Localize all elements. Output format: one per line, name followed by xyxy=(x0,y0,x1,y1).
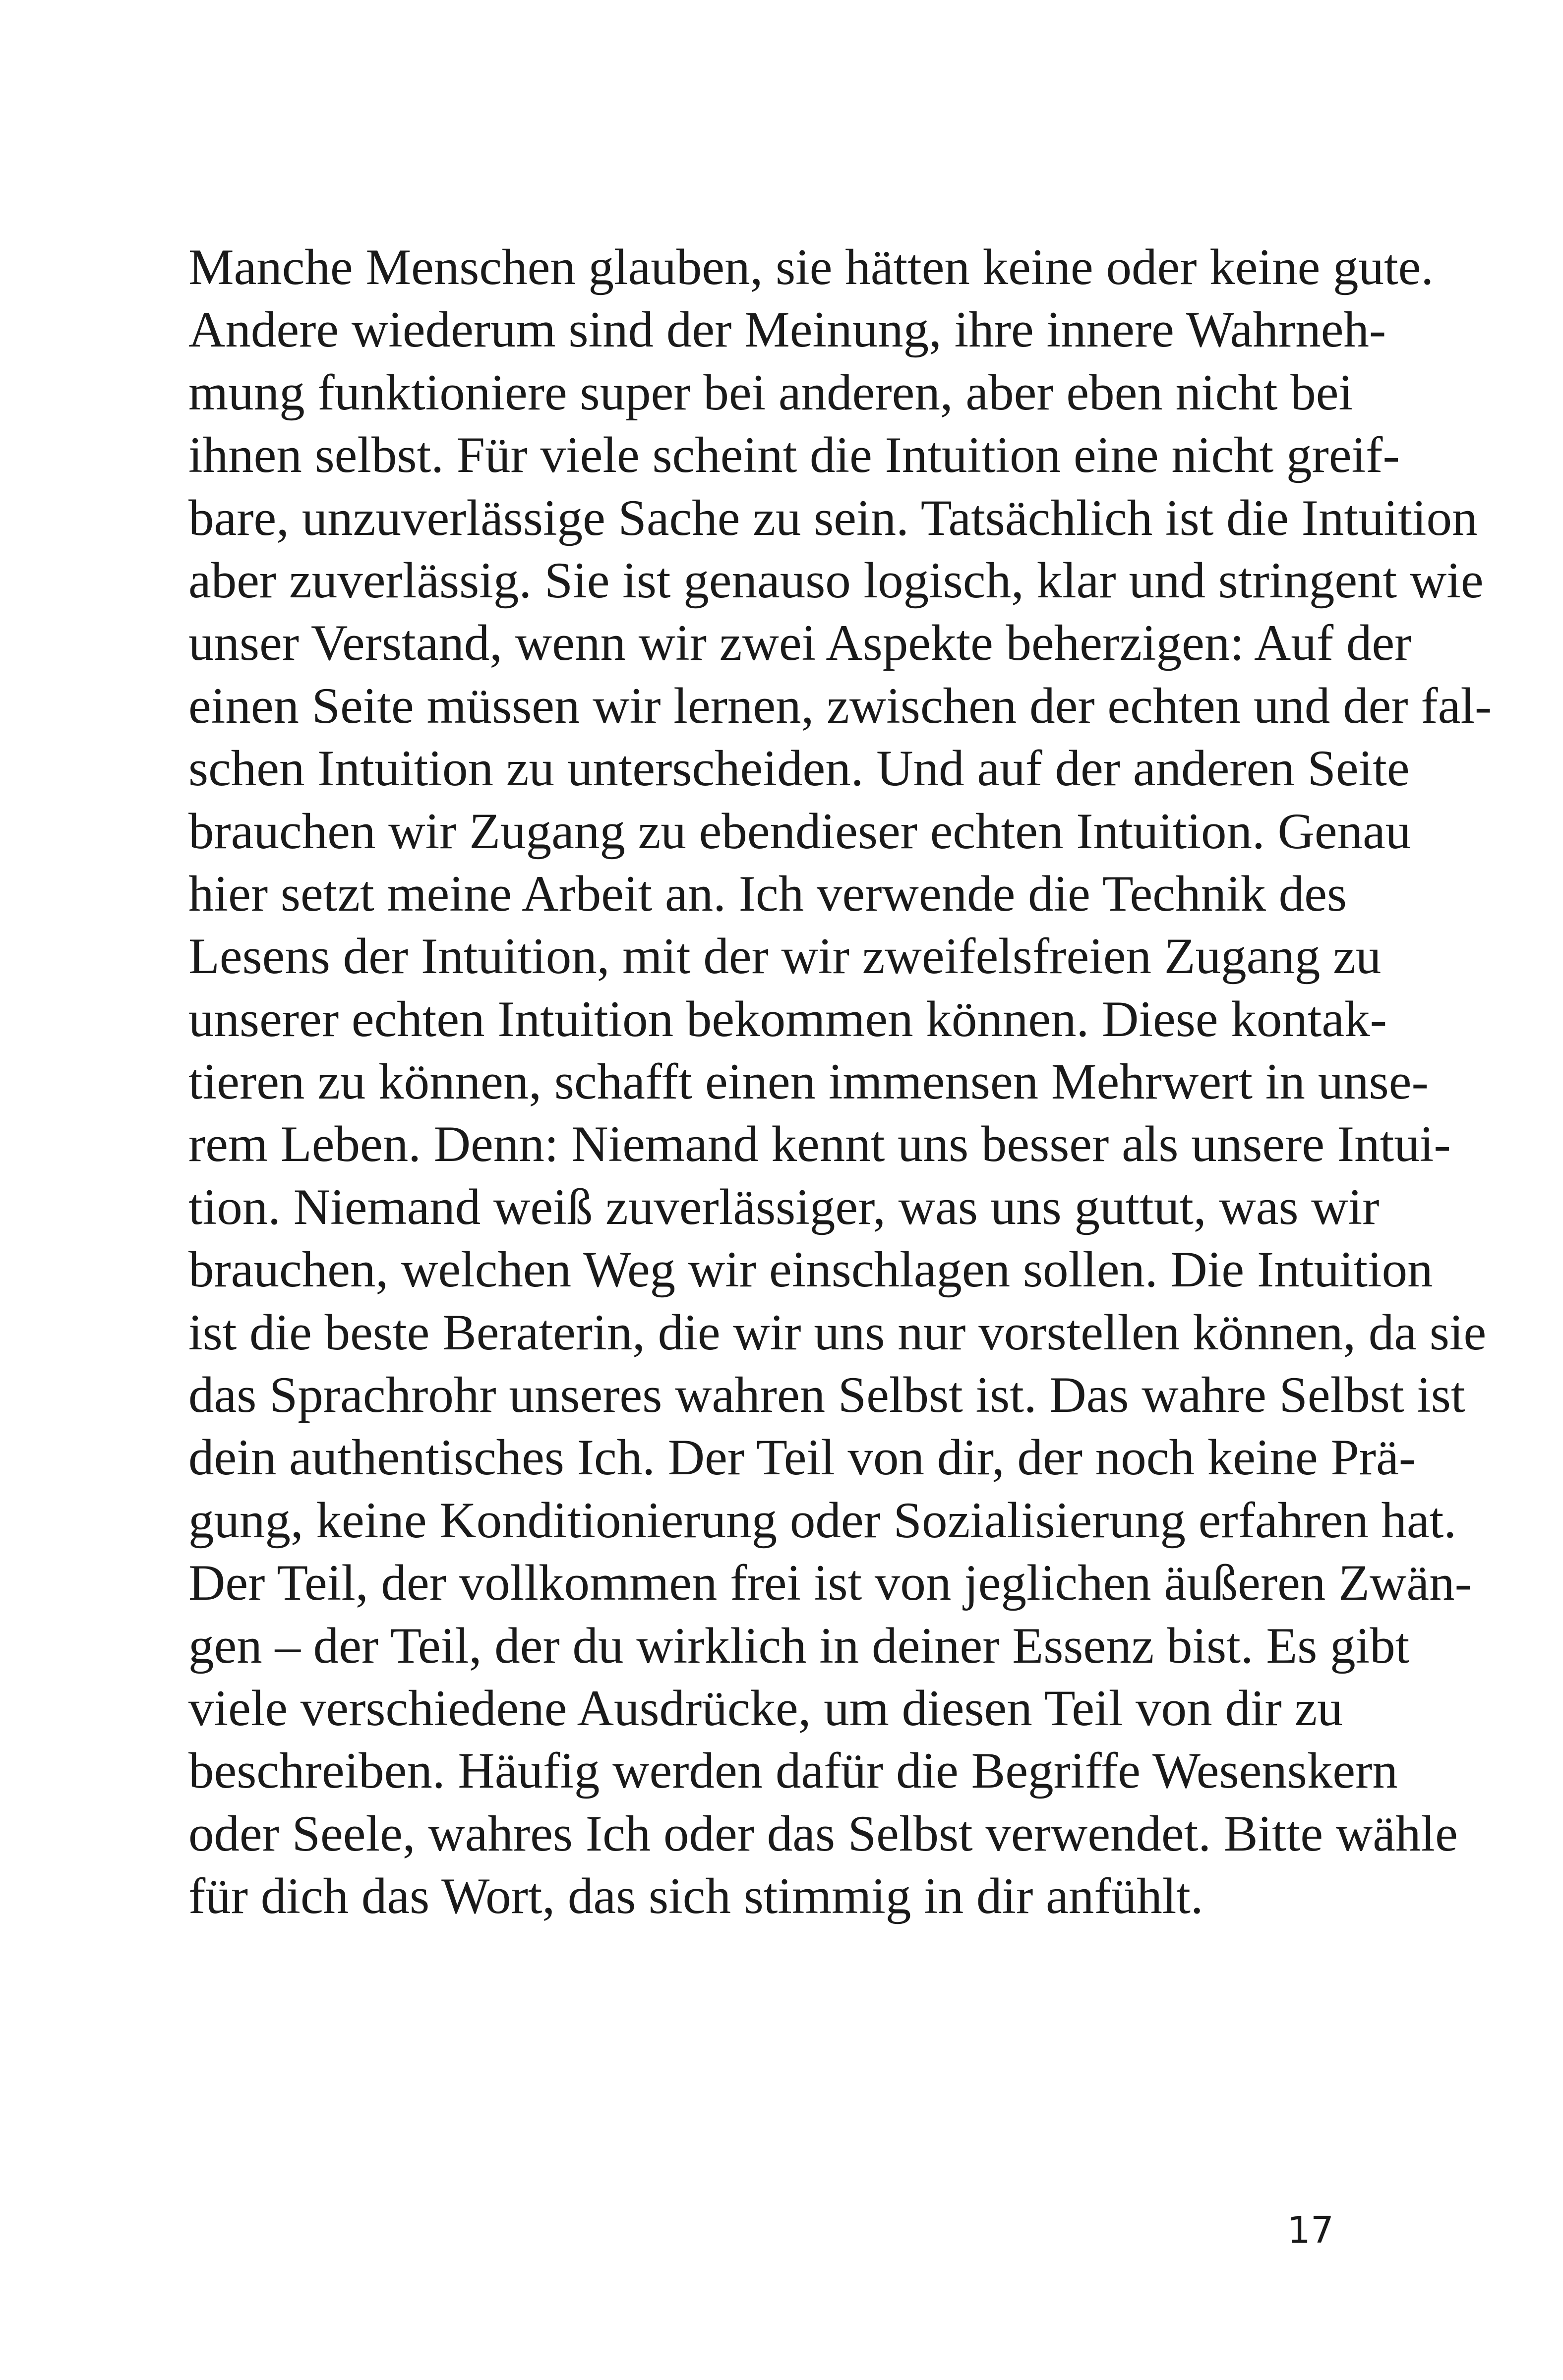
text-line: unserer echten Intuition bekommen können. Diese kontak- xyxy=(188,990,1387,1047)
text-line: schen Intuition zu unterscheiden. Und auf der anderen Seite xyxy=(188,740,1410,797)
text-line: tieren zu können, schafft einen immensen Mehrwert in unse- xyxy=(188,1053,1429,1110)
page-number: 17 xyxy=(1287,2209,1334,2252)
text-line: beschreiben. Häufig werden dafür die Begriffe Wesenskern xyxy=(188,1742,1398,1800)
text-line: tion. Niemand weiß zuverlässiger, was uns guttut, was wir xyxy=(188,1178,1380,1235)
text-line: das Sprachrohr unseres wahren Selbst ist. Das wahre Selbst ist xyxy=(188,1367,1465,1424)
text-line: dein authentisches Ich. Der Teil von dir, der noch keine Prä- xyxy=(188,1429,1416,1486)
text-line: Andere wiederum sind der Meinung, ihre innere Wahrneh- xyxy=(188,301,1386,358)
text-line: viele verschiedene Ausdrücke, um diesen Teil von dir zu xyxy=(188,1680,1343,1737)
text-line: ihnen selbst. Für viele scheint die Intuition eine nicht greif- xyxy=(188,427,1400,484)
text-line: ist die beste Beraterin, die wir uns nur vorstellen können, da sie xyxy=(188,1304,1487,1361)
text-line: Manche Menschen glauben, sie hätten keine oder keine gute. xyxy=(188,239,1434,295)
text-line: brauchen, welchen Weg wir einschlagen sollen. Die Intuition xyxy=(188,1241,1433,1298)
text-line: Lesens der Intuition, mit der wir zweifelsfreien Zugang zu xyxy=(188,928,1382,985)
text-line: gung, keine Konditionierung oder Sozialisierung erfahren hat. xyxy=(188,1492,1457,1549)
text-line: rem Leben. Denn: Niemand kennt uns besser als unsere Intui- xyxy=(188,1116,1451,1173)
text-line: oder Seele, wahres Ich oder das Selbst verwendet. Bitte wähle xyxy=(188,1805,1458,1862)
text-line: unser Verstand, wenn wir zwei Aspekte beherzigen: Auf der xyxy=(188,615,1412,672)
text-line: für dich das Wort, das sich stimmig in dir anfühlt. xyxy=(188,1868,1203,1925)
text-line: Der Teil, der vollkommen frei ist von jeglichen äußeren Zwän- xyxy=(188,1555,1472,1612)
text-line: gen – der Teil, der du wirklich in deiner Essenz bist. Es gibt xyxy=(188,1617,1410,1674)
body-paragraph xyxy=(188,236,1492,1928)
text-line: einen Seite müssen wir lernen, zwischen der echten und der fal- xyxy=(188,677,1492,734)
text-line: hier setzt meine Arbeit an. Ich verwende die Technik des xyxy=(188,865,1347,922)
text-line: aber zuverlässig. Sie ist genauso logisch, klar und stringent wie xyxy=(188,552,1484,609)
text-line: mung funktioniere super bei anderen, aber eben nicht bei xyxy=(188,364,1353,421)
text-line: bare, unzuverlässige Sache zu sein. Tatsächlich ist die Intuition xyxy=(188,489,1478,546)
text-line: brauchen wir Zugang zu ebendieser echten Intuition. Genau xyxy=(188,803,1411,860)
